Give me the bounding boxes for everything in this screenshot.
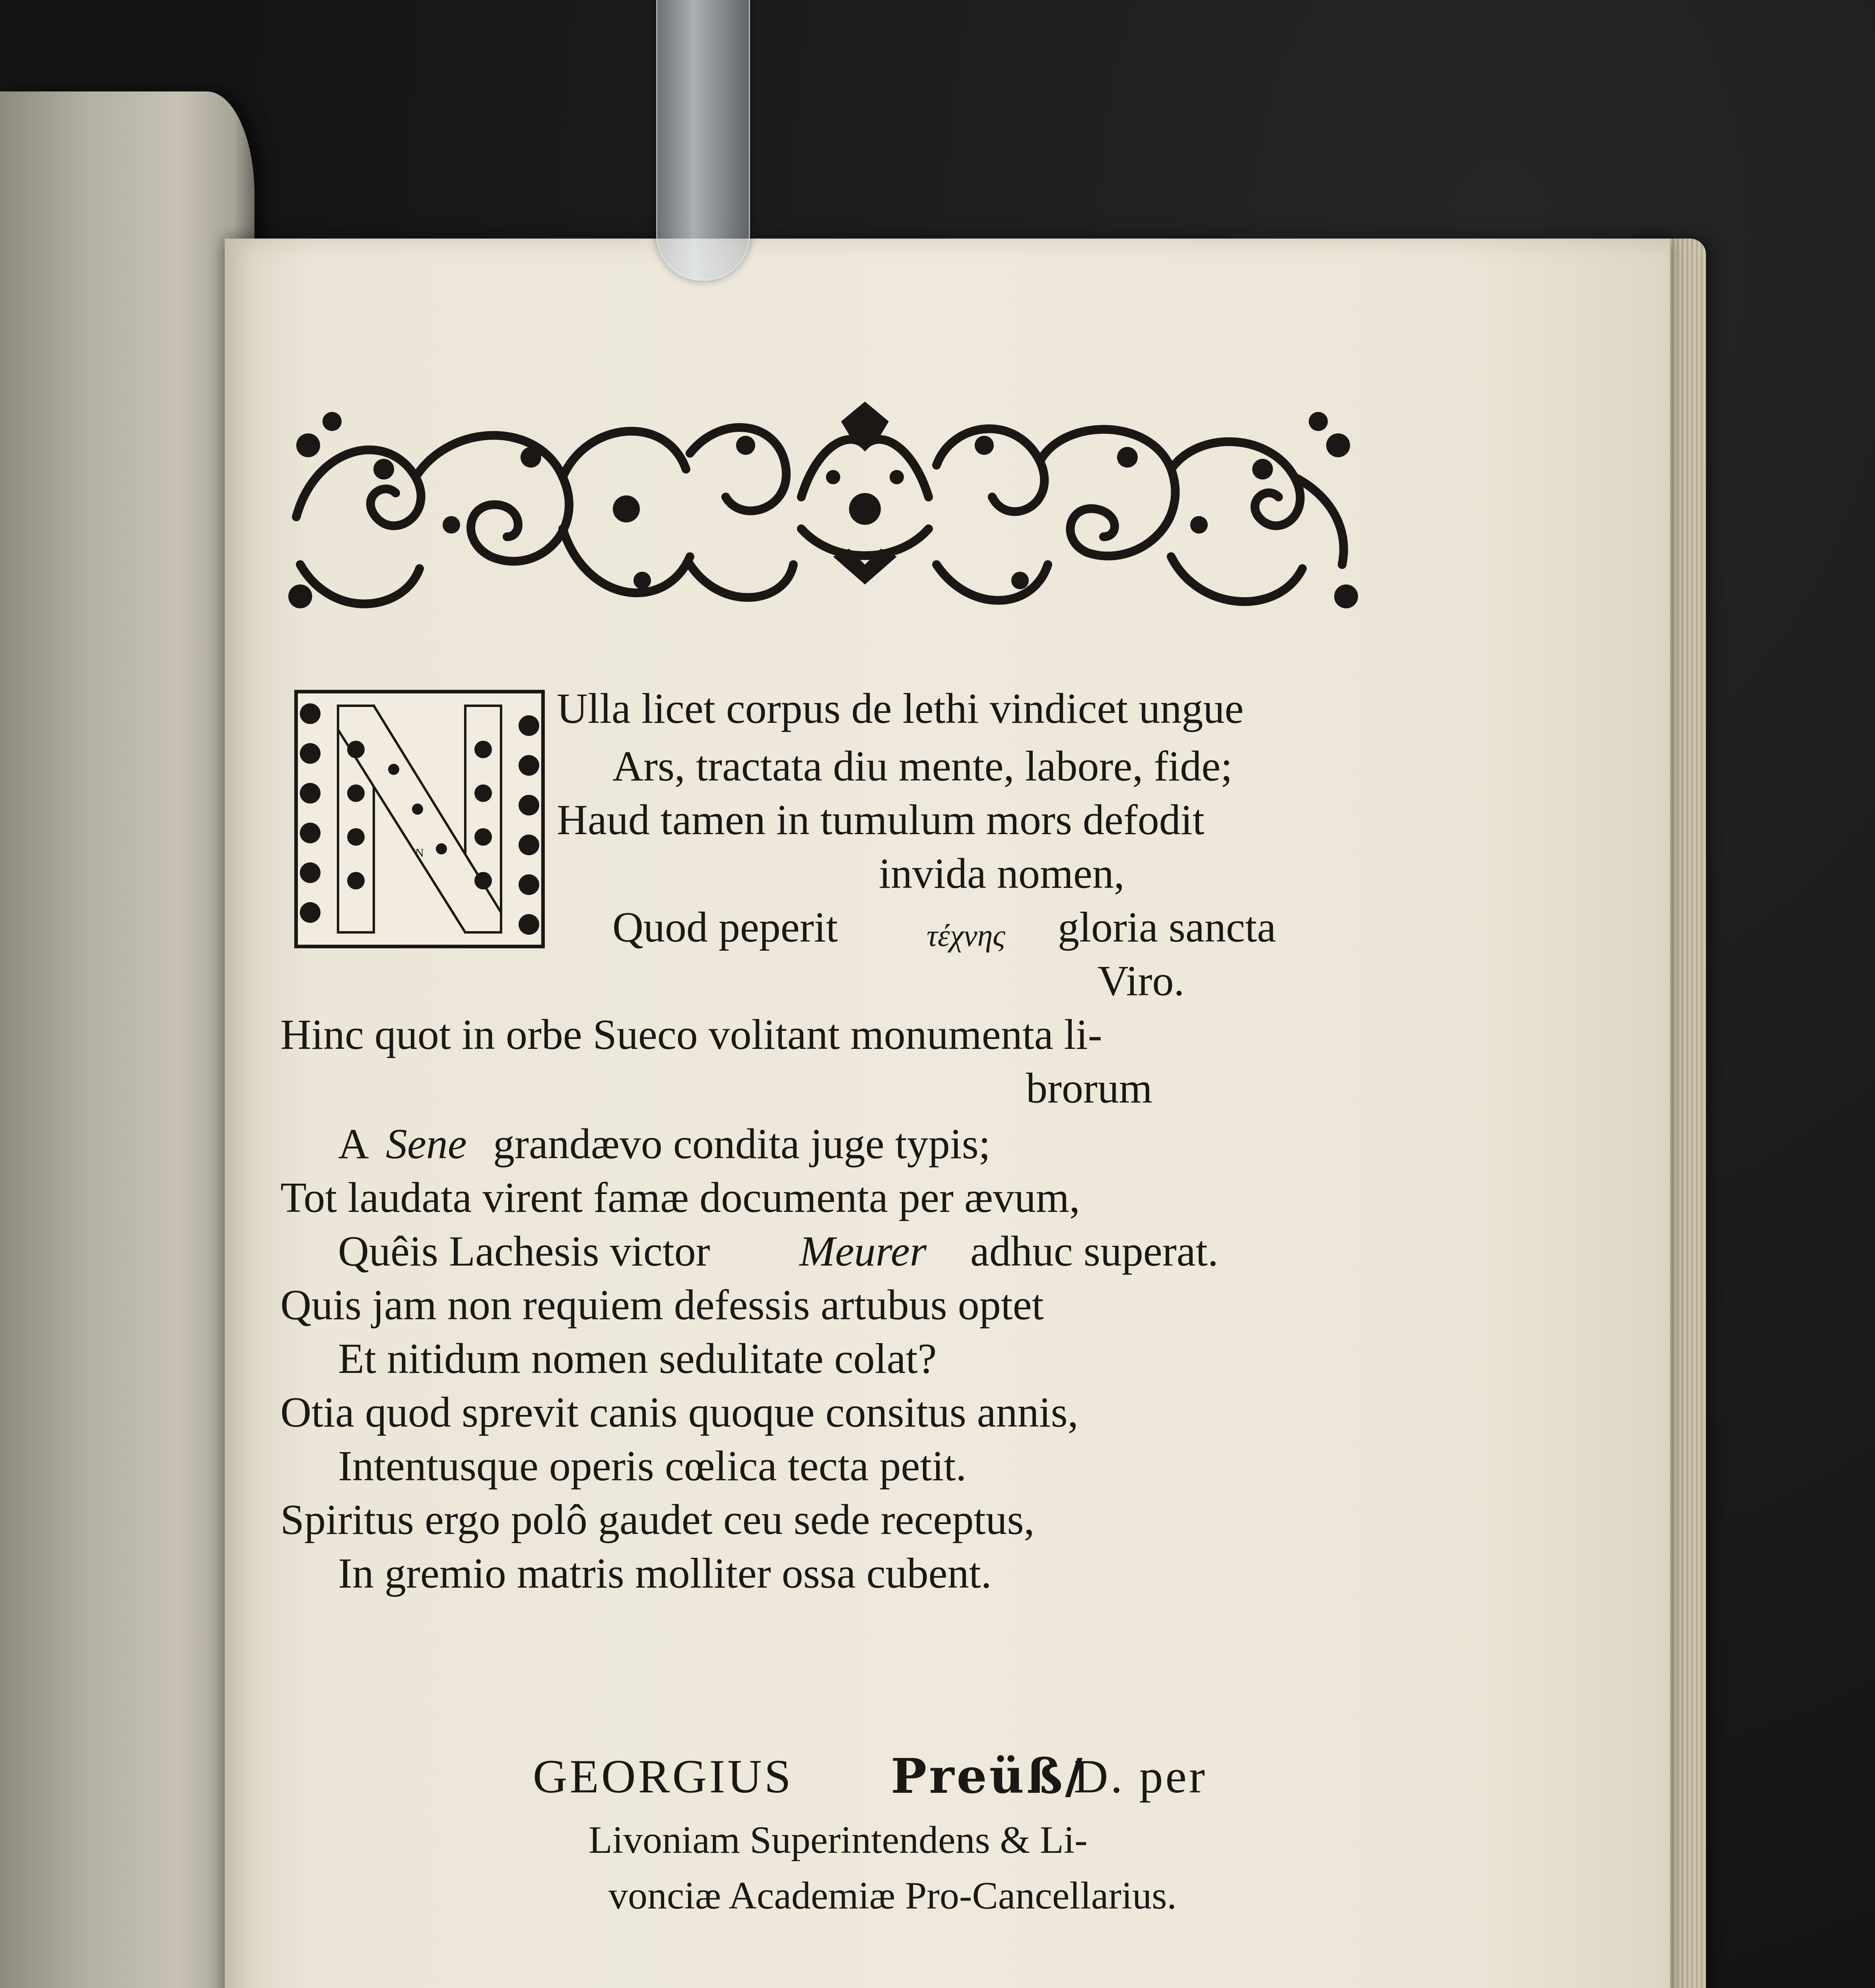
poem-line-10: Tot laudata virent famæ documenta per ævum, — [280, 1174, 1080, 1221]
signature-name: GEORGIUS — [533, 1750, 793, 1803]
poem-line-8: brorum — [1026, 1065, 1152, 1112]
poem-line-13: Et nitidum nomen sedulitate colat? — [338, 1335, 937, 1382]
poem-line-9a: A — [338, 1120, 369, 1168]
poem-line-17: In gremio matris molliter ossa cubent. — [338, 1550, 992, 1597]
left-page — [0, 91, 255, 1988]
poem-line-9-name: Sene — [386, 1120, 467, 1168]
signature-surname: Preüß/ — [891, 1748, 1085, 1804]
svg-text:N: N — [415, 846, 424, 860]
poem-line-11a: Quêis Lachesis victor — [338, 1228, 710, 1275]
poem-line-9b: grandævo condita juge typis; — [493, 1120, 991, 1168]
signature-title-2: Livoniam Superintendens & Li- — [589, 1819, 1088, 1862]
poem-line-4: invida nomen, — [879, 850, 1125, 897]
poem-line-14: Otia quod sprevit canis quoque consitus annis, — [280, 1389, 1078, 1436]
poem-line-6: Viro. — [1098, 957, 1185, 1005]
poem-line-16: Spiritus ergo polô gaudet ceu sede receptus, — [280, 1496, 1035, 1543]
poem-line-7: Hinc quot in orbe Sueco volitant monumenta li- — [280, 1011, 1102, 1058]
poem-line-2: Ars, tractata diu mente, labore, fide; — [612, 743, 1233, 790]
signature-title-3: vonciæ Academiæ Pro-Cancellarius. — [608, 1874, 1177, 1917]
poem-line-3: Haud tamen in tumulum mors defodit — [557, 796, 1205, 844]
poem-line-5a: Quod peperit — [612, 904, 838, 951]
floral-headpiece-icon — [284, 398, 1362, 626]
poem-line-1: Ulla licet corpus de lethi vindicet ungue — [557, 685, 1244, 732]
decorated-initial-icon — [294, 690, 545, 948]
poem-line-11-name: Meurer — [799, 1228, 927, 1275]
poem-line-12: Quis jam non requiem defessis artubus optet — [280, 1281, 1044, 1329]
page-clip-top — [656, 0, 750, 281]
poem-line-5b: gloria sancta — [1058, 904, 1276, 951]
signature-title-1: D. per — [1074, 1750, 1207, 1803]
poem-line-5-greek: τέχνης — [927, 918, 1005, 953]
poem-line-15: Intentusque operis cœlica tecta petit. — [338, 1442, 967, 1490]
poem-line-11b: adhuc superat. — [970, 1228, 1218, 1275]
